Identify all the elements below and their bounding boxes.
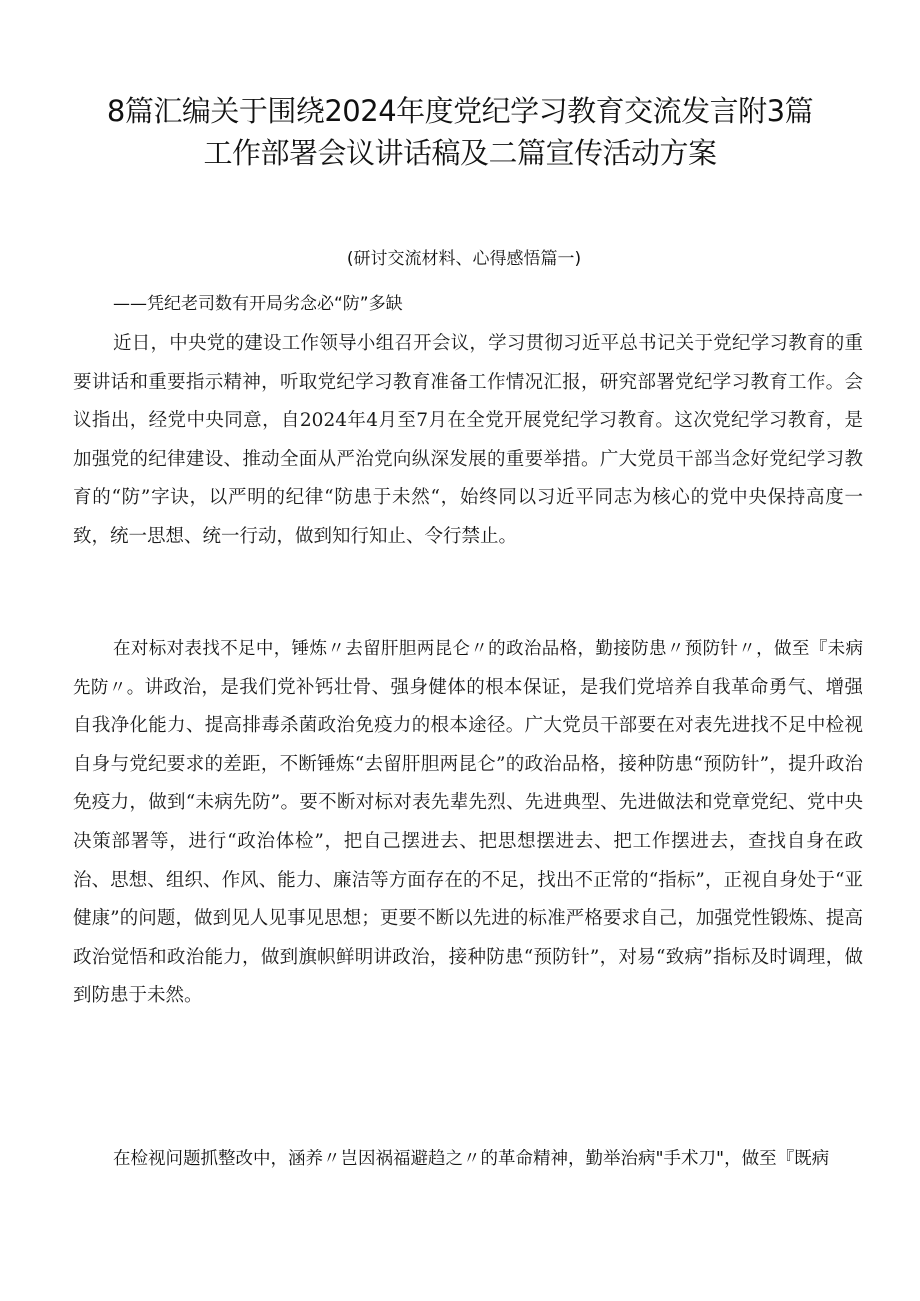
document-title: 8篇汇编关于围绕2024年度党纪学习教育交流发言附3篇工作部署会议讲话稿及二篇宣传活动方案	[106, 94, 814, 170]
paragraph-1	[73, 325, 863, 557]
paragraph-2-body: 讲政治，是我们党补钙壮骨、强身健体的根本保证，是我们党培养自我革命勇气、增强自我净化能力、提高排毒杀菌政治免疫力的根本途径。广大党员干部要在对表先进找不足中检视自身与党纪要求的差距，不断锤炼“去留肝胆两昆仑”的政治品格，接种防患“预防针”，提升政治免疫力，做到“未病先防”。要不断对标对表先辈先烈、先进典型、先进做法和党章党纪、党中央决策部署等，进行“政治体检”，把自己摆进去、把思想摆进去、把工作摆进去，查找自身在政治、思想、组织、作风、能力、廉洁等方面存在的不足，找出不正常的“指标”，正视自身处于“亚健康”的问题，做到见人见事见思想；更要不断以先进的标准严格要求自己，加强党性锻炼、提高政治觉悟和政治能力，做到旗帜鲜明讲政治，接种防患“预防针”，对易“致病”指标及时调理，做到防患于未然。	[73, 676, 864, 1007]
paragraph-2-lead: 在对标对表找不足中，锤炼〃去留肝胆两昆仑〃的政治品格，勤接防患〃预防针〃，做至『未病先防〃。	[73, 639, 863, 698]
paragraph-2	[73, 630, 863, 1016]
paragraph-3-lead: 在检视问题抓整改中，涵养〃岂因祸福避趋之〃的革命精神，勤举治病"手术刀"，做至『既病	[113, 1149, 830, 1169]
section-heading: ——凭纪老司数有开局劣念必“防”多缺	[113, 294, 403, 314]
paragraph-1-body: 近日，中央党的建设工作领导小组召开会议，学习贯彻习近平总书记关于党纪学习教育的重要讲话和重要指示精神，听取党纪学习教育准备工作情况汇报，研究部署党纪学习教育工作。会议指出，经党中央同意，自2024年4月至7月在全党开展党纪学习教育。这次党纪学习教育，是加强党的纪律建设、推动全面从严治党向纵深发展的重要举措。广大党员干部当念好党纪学习教育的“防”字诀，以严明的纪律“防患于未然“，始终同以习近平同志为核心的党中央保持高度一致，统一思想、统一行动，做到知行知止、令行禁止。	[73, 333, 863, 547]
paragraph-3	[73, 1140, 863, 1179]
document-subtitle: (研讨交流材料、心得感悟篇一)	[346, 249, 582, 269]
